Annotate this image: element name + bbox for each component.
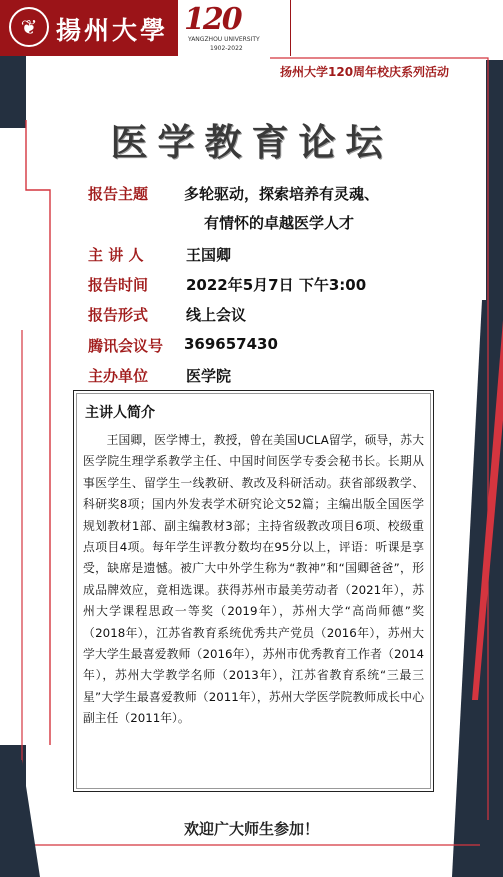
time-label: 报告时间 [88,276,149,294]
format-label: 报告形式 [88,306,149,324]
bio-text: 王国卿，医学博士，教授，曾在美国UCLA留学，硕导，苏大医学院生理学系教学主任、中国时间医学专委会秘书长。长期从事医学生、留学生一线教研、教改及科研活动。获省部级教学、科研奖8项；国内外发表学术研究论文52篇；主编出版全国医学规划教材1部、副主编教材3部；主持省级教改项目6项、校级重点项目4项。每年学生评教分数均在95分以上，评语：听课是享受，缺席是遗憾。被广大中外学生称为“教神”和“国卿爸爸”，形成品牌效应，竟相选课。获得苏州市最美劳动者（2021年），苏州大学课程思政一等奖（2019年），苏州大学“高尚师德”奖（2018年），江苏省教育系统优秀共产党员（2016年），苏州大学大学生最喜爱教师（2016年），苏州市优秀教育工作者（2014年），苏州大学教学名师（2013年），江苏省教育系统“三最三星”大学生最喜爱教师（2011年），苏州大学医学院教师成长中心副主任（2011年）。 [83,433,424,726]
anniversary-logo [178,0,290,56]
university-name: 揚州大學 [56,16,169,45]
right-navy-band [452,300,503,877]
host-value: 医学院 [186,367,232,385]
meeting-id-label: 腾讯会议号 [88,337,164,355]
time-value: 2022年5月7日 下午3:00 [186,276,367,294]
series-title: 扬州大学120周年校庆系列活动 [280,65,450,79]
university-header [0,0,291,56]
speaker-value: 王国卿 [186,246,232,264]
speaker-bio-inner [76,393,431,789]
speaker-bio-box [73,390,434,792]
anniversary-years: 1902-2022 [210,45,243,52]
forum-title: 医学教育论坛 [110,121,393,164]
topic-value-line2: 有情怀的卓越医学人才 [204,214,355,232]
bio-heading: 主讲人简介 [85,405,155,421]
format-value: 线上会议 [186,306,247,324]
host-label: 主办单位 [88,367,149,385]
university-seal-icon: ❦ [9,7,49,47]
anniversary-number: 120 [184,2,241,37]
welcome-message: 欢迎广大师生参加！ [183,820,319,838]
meeting-id-value[interactable]: 369657430 [184,335,278,353]
left-red-line [26,120,50,745]
anniversary-subtitle: YANGZHOU UNIVERSITY [188,36,260,43]
speaker-label: 主 讲 人 [88,246,144,264]
topic-label: 报告主题 [88,185,149,203]
topic-value-line1: 多轮驱动，探索培养有灵魂、 [184,185,380,203]
